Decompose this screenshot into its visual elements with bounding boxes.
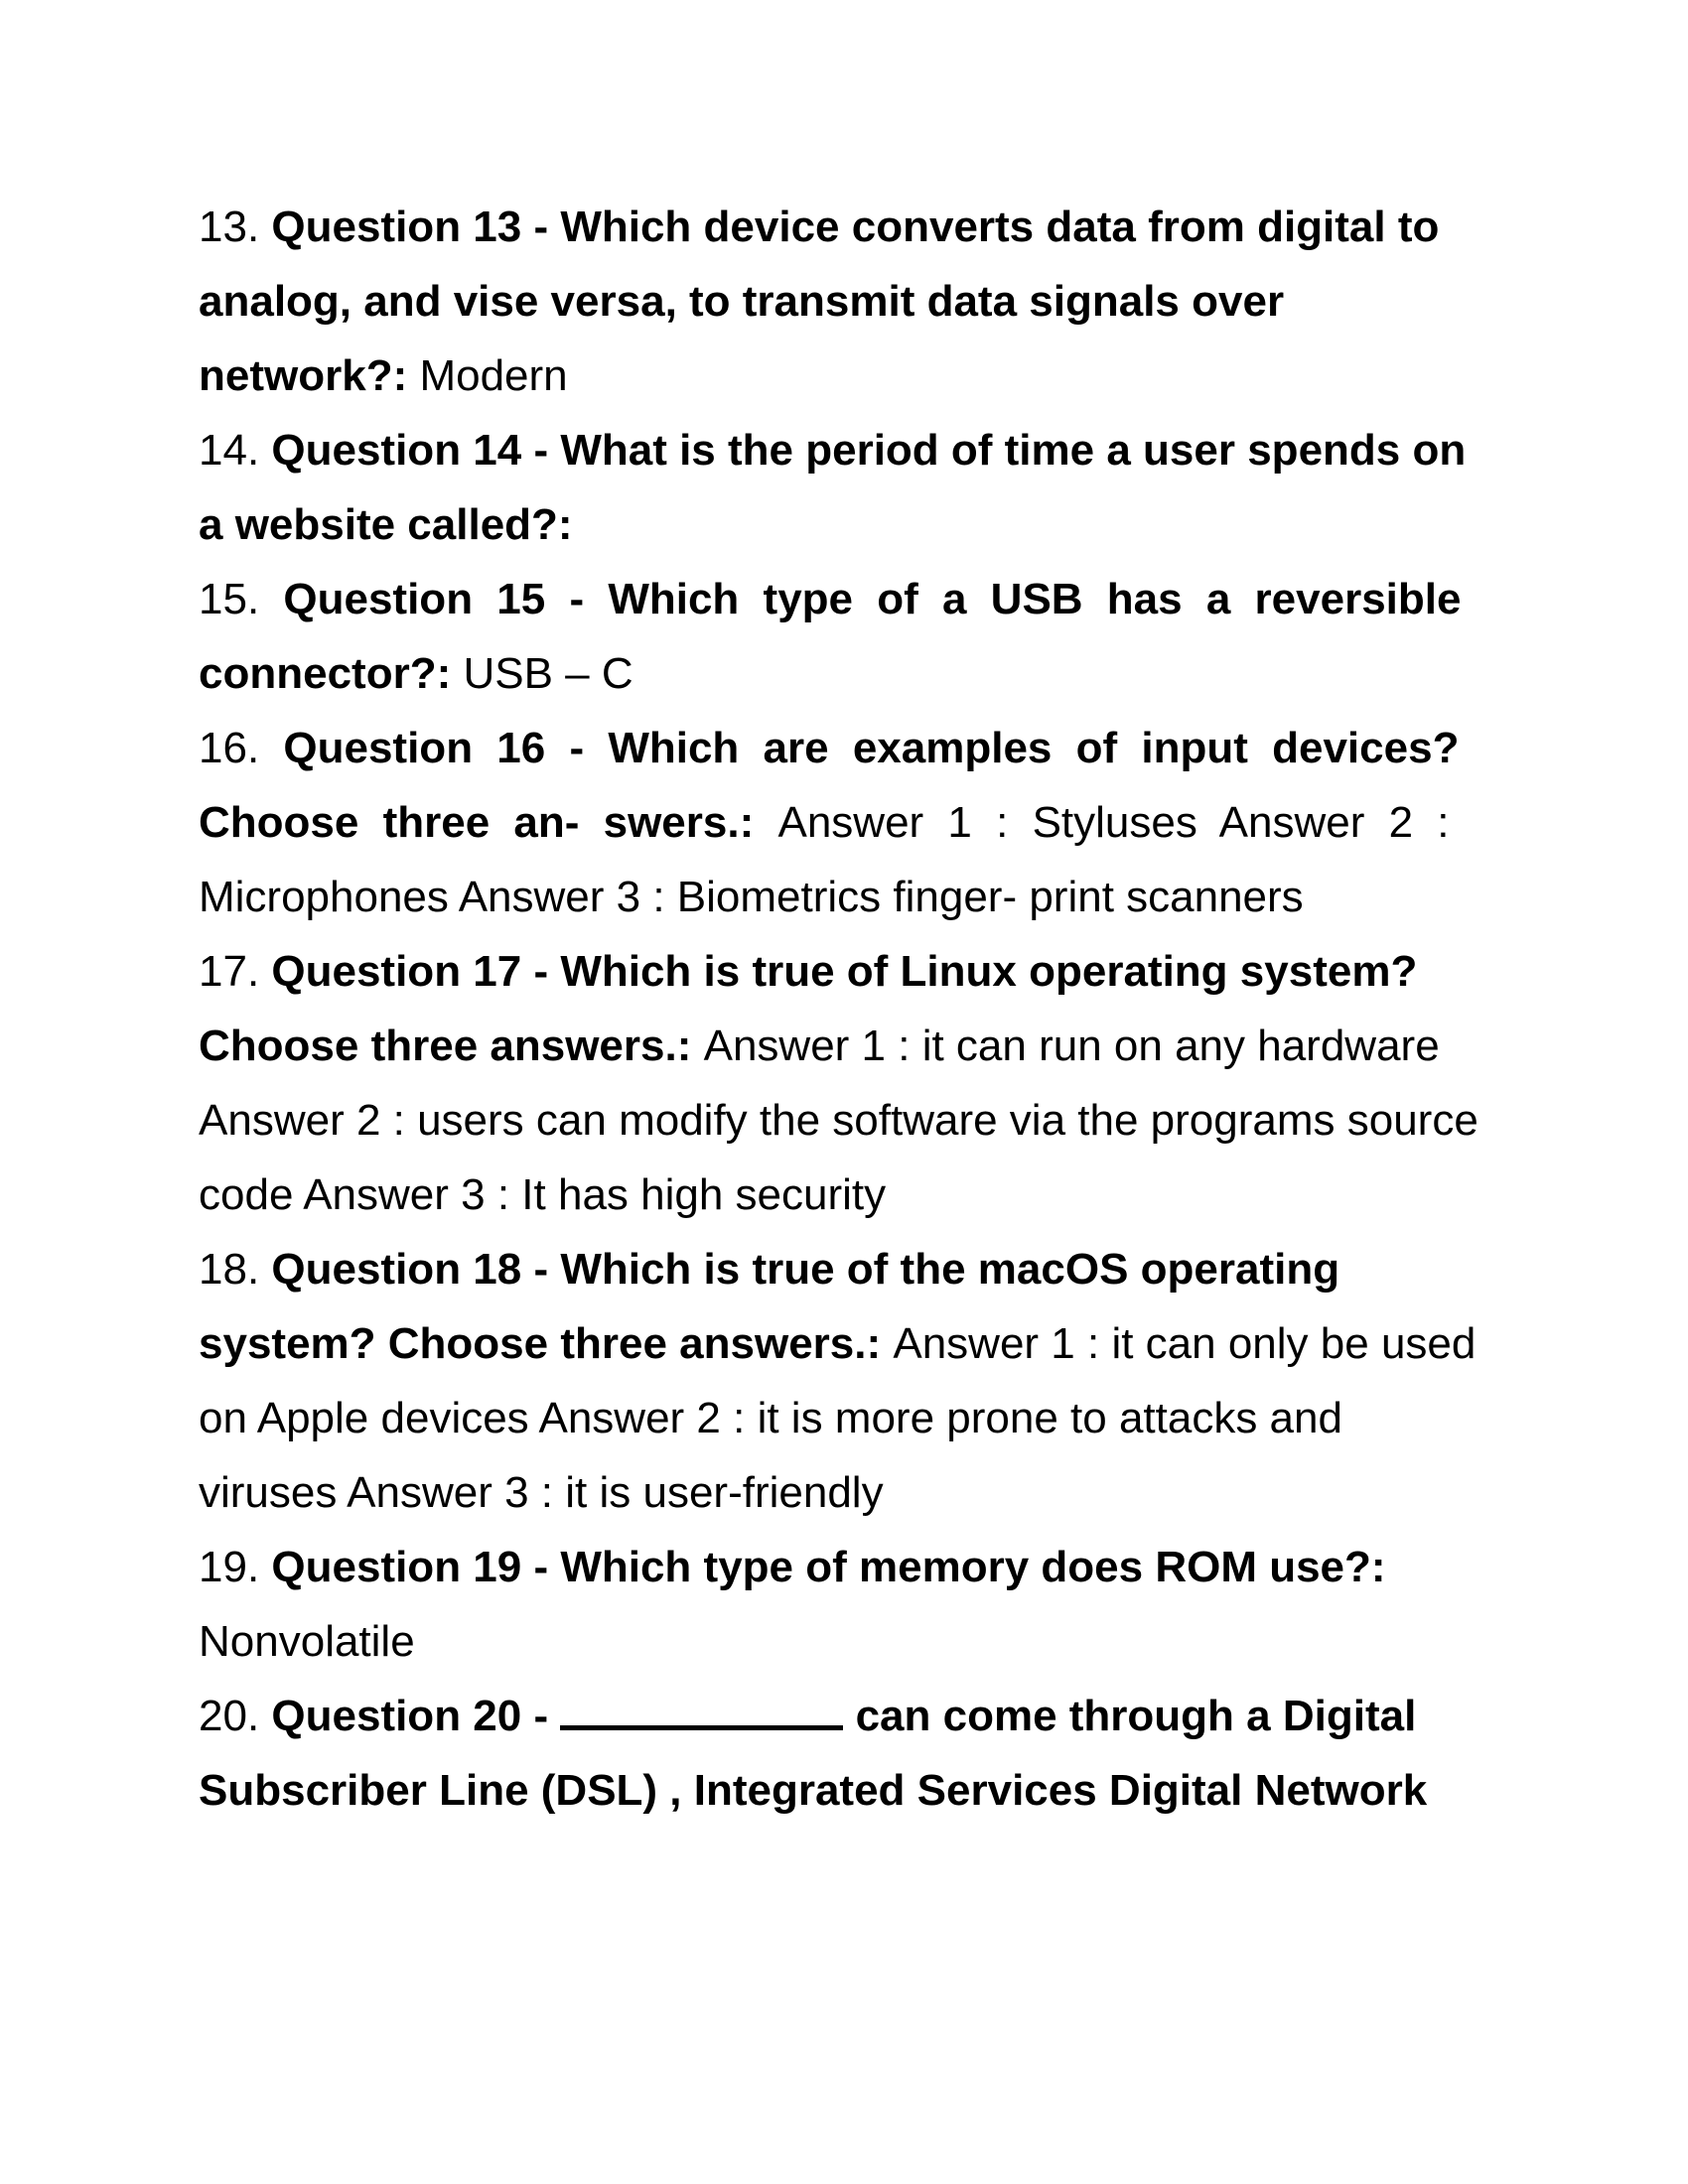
answer-text: 13. [199, 203, 272, 251]
answer-text: Answer 1 : it can only be used [893, 1319, 1477, 1368]
text-line [199, 413, 1479, 487]
answer-text: Nonvolatile [199, 1617, 415, 1666]
text-line [199, 785, 1479, 860]
answer-text: USB – C [463, 649, 633, 698]
document-lines [199, 190, 1479, 1828]
question-text: Choose three answers.: [199, 1022, 704, 1070]
answer-text: 19. [199, 1543, 272, 1591]
question-text: connector?: [199, 649, 464, 698]
text-line [199, 190, 1479, 264]
text-line [199, 1753, 1479, 1828]
text-line [199, 934, 1479, 1009]
question-text: Choose three an- swers.: [199, 798, 778, 847]
question-text: a website called?: [199, 500, 573, 549]
text-line [199, 562, 1479, 636]
question-text: Question 18 - Which is true of the macOS operating [271, 1245, 1340, 1294]
answer-text: Answer 1 : it can run on any hardware [703, 1022, 1440, 1070]
text-line [199, 1381, 1479, 1455]
text-line [199, 1083, 1479, 1158]
question-text: Subscriber Line (DSL) , Integrated Services Digital Network [199, 1766, 1428, 1815]
question-text: Question 20 - [271, 1692, 561, 1740]
answer-text: 17. [199, 947, 272, 996]
question-text: Question 13 - Which device converts data from digital to [271, 203, 1440, 251]
text-line [199, 1009, 1479, 1083]
text-line [199, 1158, 1479, 1232]
answer-text: Answer 1 : Styluses Answer 2 : [777, 798, 1450, 847]
answer-text: 16. [199, 724, 284, 772]
answer-text: 20. [199, 1692, 272, 1740]
question-text: can come through a Digital [843, 1692, 1417, 1740]
text-line [199, 711, 1479, 785]
question-text: system? Choose three answers.: [199, 1319, 894, 1368]
text-line [199, 1232, 1479, 1306]
question-text: Question 15 - Which type of a USB has a reversible [283, 575, 1462, 623]
answer-text: code Answer 3 : It has high security [199, 1170, 887, 1219]
answer-text: viruses Answer 3 : it is user-friendly [199, 1468, 884, 1517]
answer-text: Answer 2 : users can modify the software via the programs source [199, 1096, 1478, 1145]
question-text: Question 16 - Which are examples of input devices? [283, 724, 1460, 772]
question-text: Question 17 - Which is true of Linux operating system? [271, 947, 1418, 996]
question-text: Question 14 - What is the period of time a user spends on [271, 426, 1467, 475]
text-line [199, 264, 1479, 339]
text-line [199, 1455, 1479, 1530]
answer-text: Microphones Answer 3 : Biometrics finger- print scanners [199, 873, 1304, 921]
answer-text: on Apple devices Answer 2 : it is more prone to attacks and [199, 1394, 1342, 1442]
answer-text: Modern [419, 351, 568, 400]
text-line [199, 1604, 1479, 1679]
text-line [199, 860, 1479, 934]
text-line [199, 1530, 1479, 1604]
answer-text: 18. [199, 1245, 272, 1294]
fill-in-blank-line [560, 1719, 843, 1730]
text-line [199, 1306, 1479, 1381]
question-text: Question 19 - Which type of memory does ROM use?: [271, 1543, 1386, 1591]
question-text: analog, and vise versa, to transmit data signals over [199, 277, 1285, 326]
text-line [199, 1679, 1479, 1753]
text-line [199, 339, 1479, 413]
question-text: network?: [199, 351, 420, 400]
text-line [199, 487, 1479, 562]
text-line [199, 636, 1479, 711]
answer-text: 14. [199, 426, 272, 475]
answer-text: 15. [199, 575, 284, 623]
